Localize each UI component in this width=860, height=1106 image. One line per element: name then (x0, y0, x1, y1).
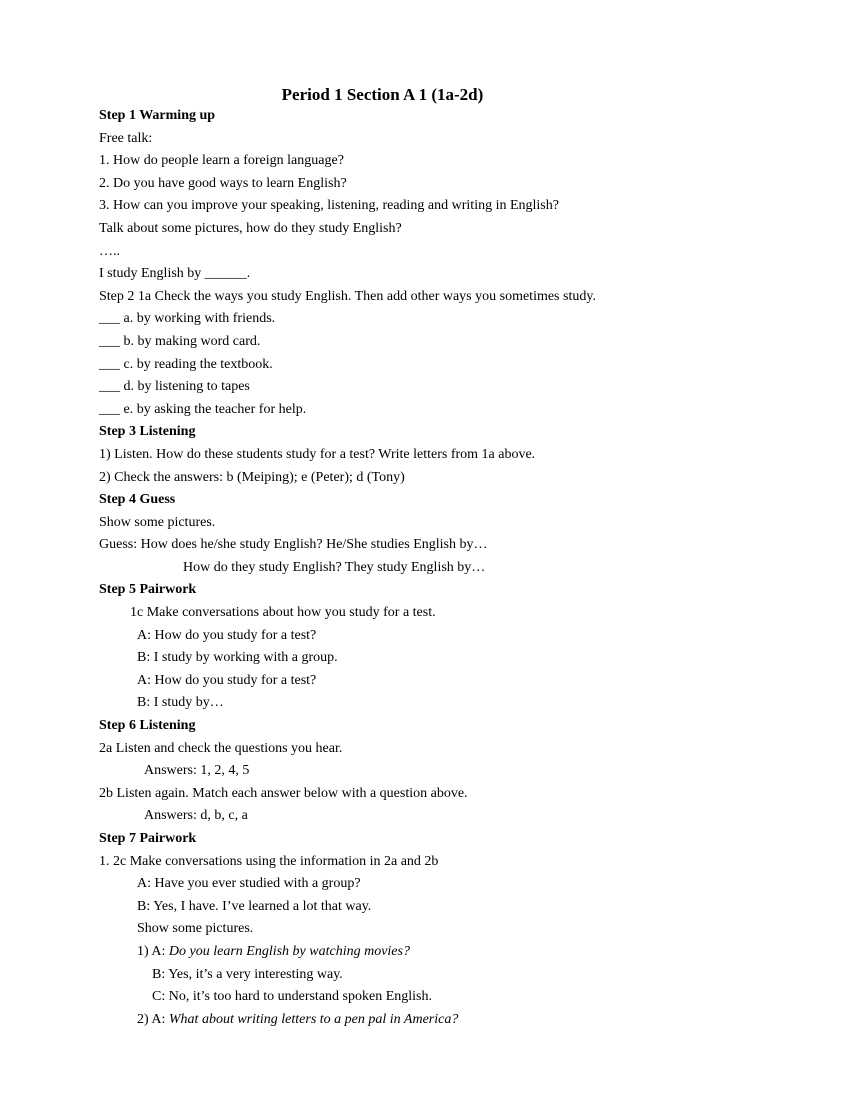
step6-line-2: 2b Listen again. Match each answer below with a question above. (99, 785, 468, 801)
document-title: Period 1 Section A 1 (1a-2d) (281, 85, 484, 104)
step5-intro: 1c Make conversations about how you study for a test. (130, 605, 436, 621)
question-2: 2. Do you have good ways to learn English? (99, 175, 347, 191)
example-2-question-text: What about writing letters to a pen pal in America? (168, 1011, 459, 1027)
example-1-answer-c: C: No, it’s too hard to understand spoken English. (152, 989, 432, 1005)
step3-line-2: 2) Check the answers: b (Meiping); e (Peter); d (Tony) (99, 469, 405, 485)
step4-line-3: How do they study English? They study English by… (183, 559, 486, 575)
question-3: 3. How can you improve your speaking, listening, reading and writing in English? (99, 198, 559, 214)
free-talk-label: Free talk: (99, 130, 153, 146)
step2-heading: Step 2 1a Check the ways you study English. Then add other ways you sometimes study. (99, 288, 596, 304)
step4-heading: Step 4 Guess (99, 492, 176, 508)
checklist-item: ___ c. by reading the textbook. (99, 356, 273, 372)
step4-line-2: Guess: How does he/she study English? He/She studies English by… (99, 537, 488, 553)
dialogue-line: A: Have you ever studied with a group? (137, 876, 361, 892)
step6-line-1: 2a Listen and check the questions you hear. (99, 740, 343, 756)
example-1-answer-b: B: Yes, it’s a very interesting way. (152, 966, 343, 982)
dialogue-line: A: How do you study for a test? (137, 672, 317, 688)
checklist-item: ___ a. by working with friends. (99, 311, 276, 327)
dialogue-line: B: Yes, I have. I’ve learned a lot that way. (137, 898, 372, 914)
ellipsis: ….. (99, 243, 120, 259)
talk-about-pictures: Talk about some pictures, how do they study English? (99, 220, 402, 236)
step3-line-1: 1) Listen. How do these students study for a test? Write letters from 1a above. (99, 446, 536, 462)
step7-line-1: 1. 2c Make conversations using the information in 2a and 2b (99, 853, 439, 869)
document-body (99, 105, 799, 1031)
step3-heading: Step 3 Listening (99, 424, 196, 440)
dialogue-line: A: How do you study for a test? (137, 627, 317, 643)
dialogue-line: B: I study by… (137, 695, 224, 711)
example-1-question (99, 941, 799, 964)
example-2-prefix: 2) A: (137, 1011, 169, 1027)
show-pictures: Show some pictures. (137, 921, 254, 937)
fill-in-sentence: I study English by ______. (99, 266, 251, 282)
step5-heading: Step 5 Pairwork (99, 582, 197, 598)
example-2-question (99, 1009, 799, 1032)
step4-line-1: Show some pictures. (99, 514, 216, 530)
example-1-prefix: 1) A: (137, 943, 169, 959)
step6-heading: Step 6 Listening (99, 718, 196, 734)
step6-answers-1: Answers: 1, 2, 4, 5 (144, 763, 250, 779)
step7-heading: Step 7 Pairwork (99, 831, 197, 846)
checklist-item: ___ b. by making word card. (99, 333, 261, 349)
dialogue-line: B: I study by working with a group. (137, 650, 338, 666)
example-1-question-text: Do you learn English by watching movies? (168, 943, 410, 959)
step1-heading: Step 1 Warming up (99, 108, 216, 123)
step6-answers-2: Answers: d, b, c, a (144, 808, 248, 824)
question-1: 1. How do people learn a foreign language? (99, 153, 344, 169)
checklist-item: ___ e. by asking the teacher for help. (99, 401, 307, 417)
checklist-item: ___ d. by listening to tapes (99, 379, 250, 395)
